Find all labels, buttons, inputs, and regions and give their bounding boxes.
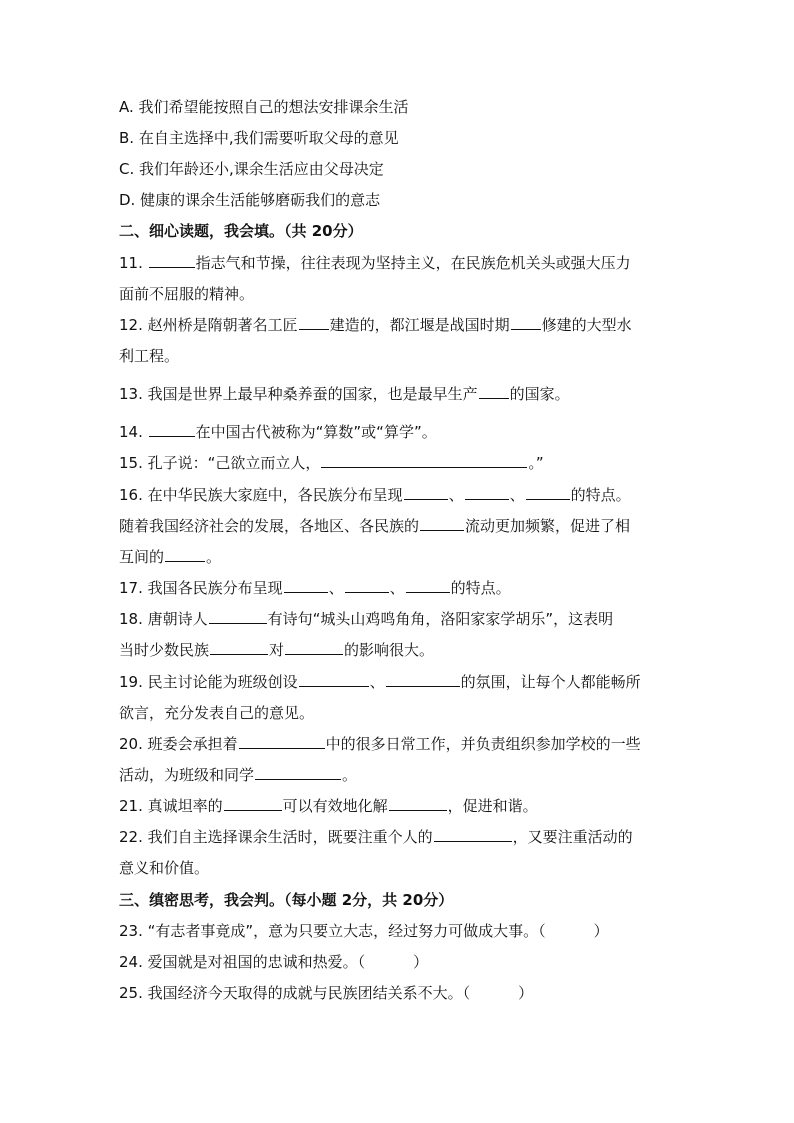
q24-text: 24. 爱国就是对祖国的忠诚和热爱。（: [119, 953, 366, 971]
blank: [526, 485, 570, 500]
question-13: [119, 384, 570, 404]
blank: [420, 516, 464, 531]
separator: 、: [389, 579, 405, 597]
q22-text-b: ，又要注重活动的: [512, 828, 633, 846]
q25-close: ）: [518, 984, 534, 1002]
question-14: [119, 422, 437, 442]
q20-text-a: 20. 班委会承担着: [119, 735, 238, 753]
q19-text-b: 的氛围，让每个人都能畅所: [460, 673, 641, 691]
question-23: [119, 921, 609, 941]
q16-text-e: 互间的: [119, 548, 165, 566]
question-18: [119, 609, 613, 629]
blank: [406, 578, 450, 593]
section-2-title: 二、细心读题，我会填。（共 20分）: [119, 222, 363, 240]
blank: [479, 384, 509, 399]
q25-text: 25. 我国经济今天取得的成就与民族团结关系不大。（: [119, 984, 471, 1002]
blank: [284, 578, 328, 593]
blank: [239, 734, 325, 749]
question-16-cont2: [119, 547, 221, 567]
option-d: D. 健康的课余生活能够磨砺我们的意志: [119, 191, 381, 209]
blank: [404, 485, 448, 500]
blank: [224, 796, 282, 811]
blank: [165, 547, 205, 562]
q21-text-b: 可以有效地化解: [282, 797, 388, 815]
question-22: [119, 827, 633, 847]
q12-text-b: 建造的，都江堰是战国时期: [329, 316, 510, 334]
q13-text-b: 的国家。: [509, 385, 570, 403]
q16-text-a: 16. 在中华民族大家庭中，各民族分布呈现: [119, 486, 403, 504]
blank: [299, 315, 329, 330]
q17-text-a: 17. 我国各民族分布呈现: [119, 579, 283, 597]
question-22-cont: 意义和价值。: [119, 859, 210, 877]
blank: [210, 640, 268, 655]
blank: [149, 422, 195, 437]
q15-text-b: 。”: [528, 454, 544, 472]
question-17: [119, 578, 511, 598]
q18-text-a: 18. 唐朝诗人: [119, 610, 208, 628]
q12-text-a: 12. 赵州桥是隋朝著名工匠: [119, 316, 298, 334]
separator: 、: [448, 486, 464, 504]
q11-number: 11.: [119, 254, 143, 272]
blank: [386, 672, 460, 687]
q17-text-b: 的特点。: [450, 579, 511, 597]
q18-text-e: 的影响很大。: [344, 641, 435, 659]
q22-text-a: 22. 我们自主选择课余生活时，既要注重个人的: [119, 828, 433, 846]
question-20-cont: [119, 765, 357, 785]
q19-text-a: 19. 民主讨论能为班级创设: [119, 673, 298, 691]
q20-text-c: 活动，为班级和同学: [119, 766, 255, 784]
blank: [389, 796, 447, 811]
blank: [345, 578, 389, 593]
question-20: [119, 734, 641, 754]
question-12: [119, 315, 632, 335]
question-21: [119, 796, 538, 816]
question-24: [119, 952, 428, 972]
option-c: C. 我们年龄还小,课余生活应由父母决定: [119, 160, 384, 178]
question-11: [119, 253, 631, 273]
question-19: [119, 672, 641, 692]
q16-text-d: 流动更加频繁，促进了相: [465, 517, 631, 535]
q21-text-c: ，促进和谐。: [447, 797, 538, 815]
q16-text-b: 的特点。: [570, 486, 631, 504]
question-12-cont: 利工程。: [119, 347, 180, 365]
q18-text-c: 当时少数民族: [119, 641, 210, 659]
blank: [465, 485, 509, 500]
q15-text-a: 15. 孔子说：“己欲立而立人，: [119, 454, 321, 472]
q23-close: ）: [593, 922, 609, 940]
q14-number: 14.: [119, 423, 143, 441]
separator: 、: [328, 579, 344, 597]
blank: [285, 640, 343, 655]
section-3-title: 三、缜密思考，我会判。（每小题 2分，共 20分）: [119, 891, 454, 909]
q24-close: ）: [413, 953, 429, 971]
q12-text-c: 修建的大型水: [541, 316, 632, 334]
question-18-cont: [119, 640, 434, 660]
q14-text: 在中国古代被称为“算数”或“算学”。: [195, 423, 437, 441]
q18-text-d: 对: [269, 641, 285, 659]
q13-text-a: 13. 我国是世界上最早种桑养蚕的国家，也是最早生产: [119, 385, 478, 403]
question-11-cont: 面前不屈服的精神。: [119, 285, 255, 303]
q20-text-b: 中的很多日常工作，并负责组织参加学校的一些: [325, 735, 641, 753]
blank: [255, 765, 341, 780]
q18-text-b: 有诗句“城头山鸡鸣角角，洛阳家家学胡乐”，这表明: [267, 610, 614, 628]
q16-text-f: 。: [206, 548, 222, 566]
blank: [299, 672, 369, 687]
blank: [511, 315, 541, 330]
blank: [321, 453, 527, 468]
separator: 、: [509, 486, 525, 504]
blank: [149, 253, 195, 268]
option-b: B. 在自主选择中,我们需要听取父母的意见: [119, 129, 399, 147]
separator: 、: [369, 673, 385, 691]
q21-text-a: 21. 真诚坦率的: [119, 797, 223, 815]
q16-text-c: 随着我国经济社会的发展，各地区、各民族的: [119, 517, 420, 535]
option-a: A. 我们希望能按照自己的想法安排课余生活: [119, 98, 409, 116]
question-16: [119, 485, 631, 505]
blank: [434, 827, 512, 842]
question-25: [119, 983, 533, 1003]
question-19-cont: 欲言，充分发表自己的意见。: [119, 704, 315, 722]
blank: [209, 609, 267, 624]
question-16-cont: [119, 516, 630, 536]
question-15: [119, 453, 544, 473]
q23-text: 23. “有志者事竟成”，意为只要立大志，经过努力可做成大事。（: [119, 922, 546, 940]
q20-text-d: 。: [342, 766, 358, 784]
q11-text: 指志气和节操，往往表现为坚持主义，在民族危机关头或强大压力: [195, 254, 631, 272]
